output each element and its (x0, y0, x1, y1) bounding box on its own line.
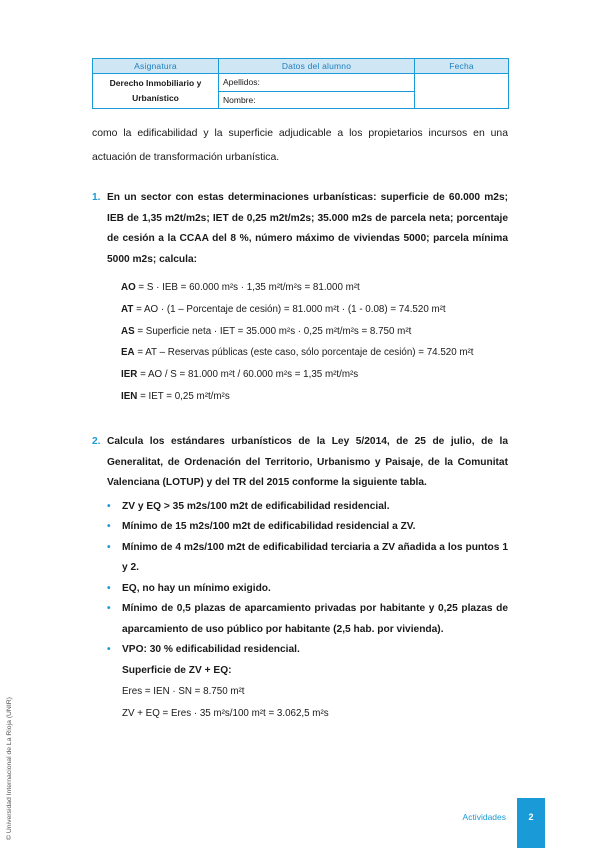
calc-line: IEN = IET = 0,25 m²t/m²s (121, 390, 230, 402)
list-item: • Mínimo de 0,5 plazas de aparcamiento privadas por habitante y 0,25 plazas de aparcamiento de uso público por habitante (2,5 hab. por vivienda). (107, 599, 508, 640)
bullet-icon: • (107, 541, 111, 553)
calc-line: EA = AT – Reservas públicas (este caso, sólo porcentaje de cesión) = 74.520 m²t (121, 347, 474, 359)
name-field: Nombre: (219, 91, 415, 109)
calc-line: AT = AO · (1 – Porcentaje de cesión) = 81.000 m²t · (1 - 0.08) = 74.520 m²t (121, 303, 446, 315)
standards-list (107, 497, 508, 661)
list-item: • EQ, no hay un mínimo exigido. (107, 579, 508, 600)
list-item: • Mínimo de 15 m2s/100 m2t de edificabilidad residencial a ZV. (107, 517, 508, 538)
date-cell (415, 74, 509, 109)
footer-section-label: Actividades (462, 812, 506, 822)
page-number: 2 (528, 812, 534, 822)
bullet-icon: • (107, 521, 111, 532)
calc-line: AS = Superficie neta · IET = 35.000 m²s · 0,25 m²t/m²s = 8.750 m²t (121, 325, 412, 337)
list-item: • ZV y EQ > 35 m2s/100 m2t de edificabilidad residencial. (107, 497, 508, 518)
question-2 (92, 432, 508, 725)
question-2-number: 2. (92, 436, 101, 447)
subject-cell: Derecho Inmobiliario y Urbanístico (93, 74, 219, 109)
bullet-icon: • (107, 644, 111, 655)
question-1 (92, 188, 508, 408)
bullet-icon: • (107, 582, 111, 594)
page-number-tab (517, 798, 545, 848)
calc-line: IER = AO / S = 81.000 m²t / 60.000 m²s = 1,35 m²t/m²s (121, 369, 359, 381)
bullet-icon: • (107, 500, 111, 512)
bullet-icon: • (107, 603, 111, 614)
copyright-notice: © Universidad Internacional de La Rioja (UNIR) (6, 697, 13, 840)
header-student-data: Datos del alumno (219, 59, 415, 74)
eres-line: Eres = IEN · SN = 8.750 m²t (122, 686, 245, 697)
list-item: • VPO: 30 % edificabilidad residencial. (107, 640, 508, 661)
header-date: Fecha (415, 59, 509, 74)
list-item: • Mínimo de 4 m2s/100 m2t de edificabilidad terciaria a ZV añadida a los puntos 1 y 2. (107, 538, 508, 579)
intro-paragraph: como la edificabilidad y la superficie adjudicable a los propietarios incursos en una actuación de transformación urbanística. (92, 128, 508, 163)
header-subject: Asignatura (93, 59, 219, 74)
question-2-text: Calcula los estándares urbanísticos de la Ley 5/2014, de 25 de julio, de la Generalitat, de Ordenación del Territorio, Urbanismo y Paisaje, de la Comunitat Valenciana (LOTUP) y del TR del 2015 conforme la siguiente tabla. (107, 436, 508, 488)
question-1-number: 1. (92, 192, 101, 203)
sub-heading: Superficie de ZV + EQ: (122, 664, 232, 676)
zv-eq-line: ZV + EQ = Eres · 35 m²s/100 m²t = 3.062,5 m²s (122, 708, 329, 719)
student-data-table (92, 58, 509, 109)
calc-list (121, 277, 508, 408)
surname-field: Apellidos: (219, 74, 415, 92)
question-1-text: En un sector con estas determinaciones urbanísticas: superficie de 60.000 m2s; IEB de 1,35 m2t/m2s; IET de 0,25 m2t/m2s; 35.000 m2s de parcela neta; porcentaje de cesión a la CCAA del 8 %, número máximo de viviendas 5000; parcela mínima 5000 m2s; calcula: (107, 192, 508, 265)
calc-line: AO = S · IEB = 60.000 m²s · 1,35 m²t/m²s = 81.000 m²t (121, 282, 360, 293)
